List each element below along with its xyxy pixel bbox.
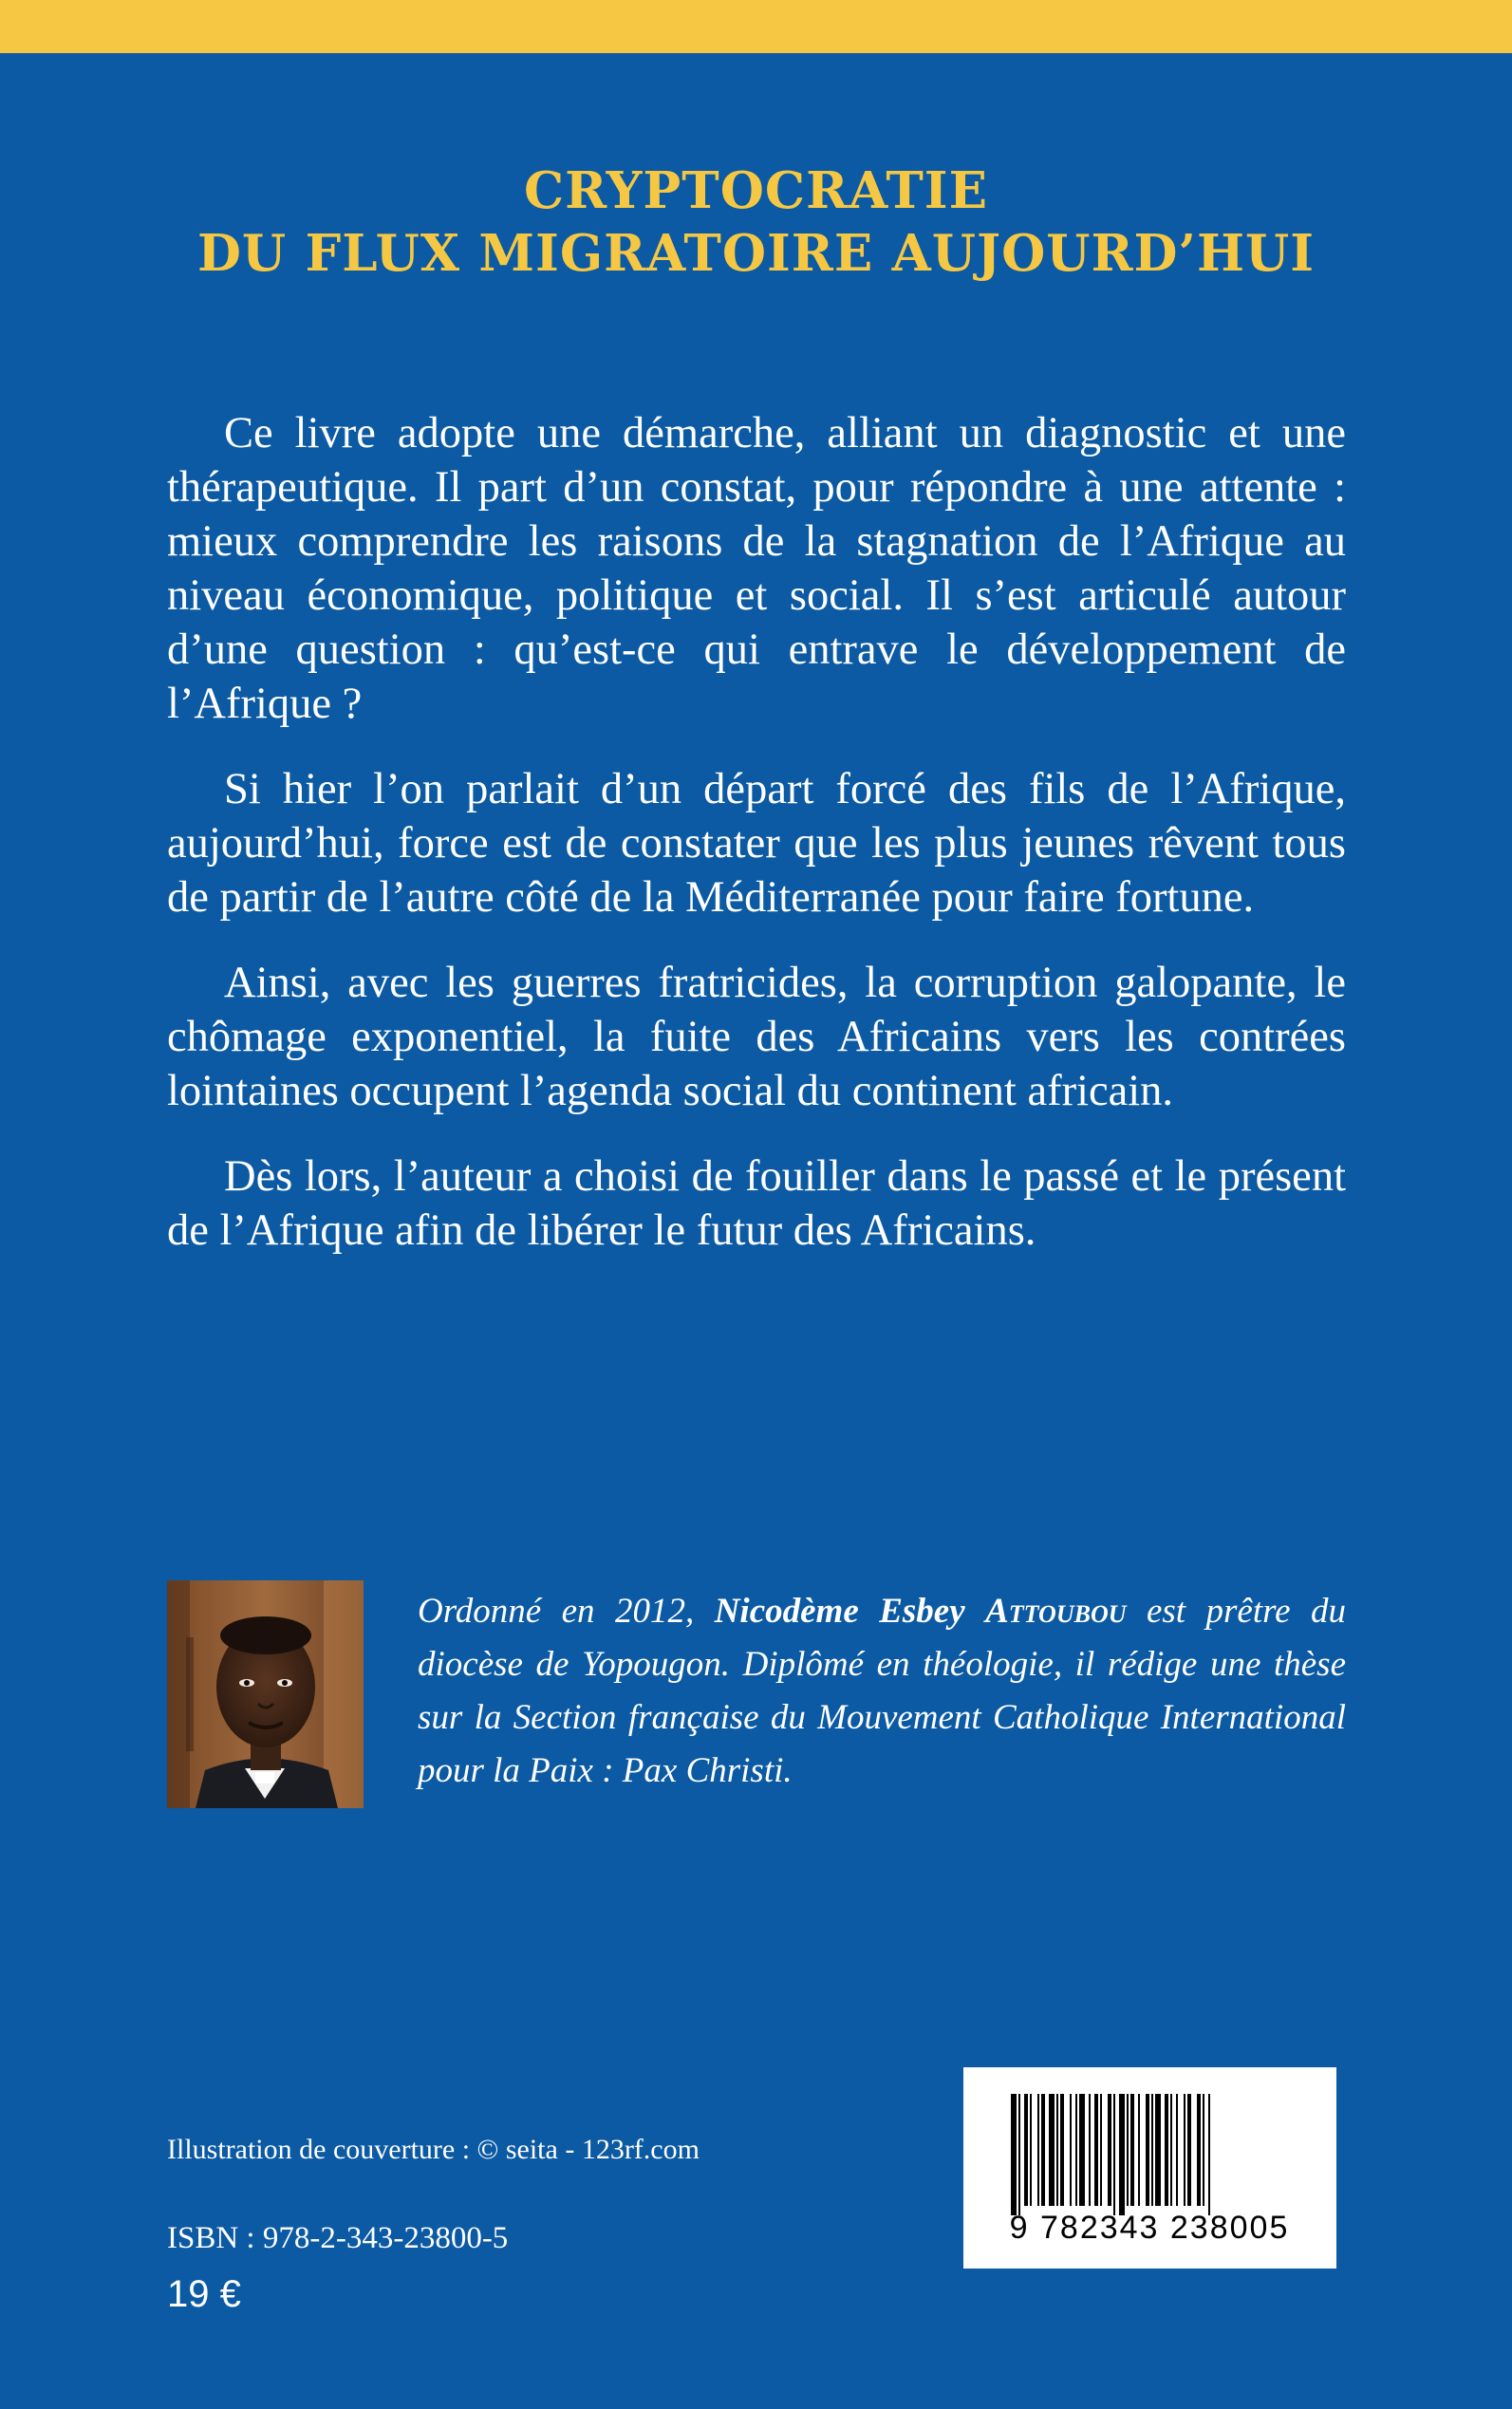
book-title: [0, 159, 1512, 285]
author-bio: [418, 1585, 1346, 1798]
cover-credit: Illustration de couverture : © seita - 123rf.com: [167, 2134, 700, 2165]
barcode-bar: [1089, 2094, 1091, 2206]
barcode-digits: 9 782343 238005: [1009, 2210, 1290, 2246]
blurb-paragraph: Ainsi, avec les guerres fratricides, la corruption galopante, le chômage exponentiel, la fuite des Africains vers les contrées lointaines occupent l’agenda social du continent africain.: [167, 959, 1346, 1115]
title-line-2: DU FLUX MIGRATOIRE AUJOURD’HUI: [196, 224, 1316, 283]
barcode-bar: [1187, 2094, 1191, 2206]
title-line-1: CRYPTOCRATIE: [524, 161, 988, 220]
barcode-bar: [1170, 2094, 1172, 2206]
top-color-band: [0, 0, 1512, 53]
barcode-bar: [1070, 2094, 1072, 2206]
blurb-paragraph: Dès lors, l’auteur a choisi de fouiller dans le passé et le présent de l’Afrique afin de libérer le futur des Africains.: [167, 1152, 1346, 1255]
barcode-bar: [1079, 2094, 1085, 2206]
blurb-paragraph: Ce livre adopte une démarche, alliant un diagnostic et une thérapeutique. Il part d’un constat, pour répondre à une attente : mieux comprendre les raisons de la stagnation de l’Afrique au niveau économique, politique et social. Il s’est articulé autour d’une question : qu’est-ce qui entrave le développement de l’Afrique ?: [167, 409, 1346, 728]
barcode-bar: [1075, 2094, 1077, 2206]
barcode-bar: [1100, 2094, 1102, 2206]
blurb: [167, 406, 1346, 1289]
barcode-bar: [1056, 2094, 1058, 2206]
price: 19 €: [167, 2273, 241, 2315]
barcode: [963, 2067, 1336, 2269]
barcode-bar: [1024, 2094, 1028, 2206]
barcode-bar: [1037, 2094, 1039, 2206]
barcode-bar: [1155, 2094, 1161, 2206]
barcode-bar: [1130, 2094, 1134, 2206]
barcode-bar: [1030, 2094, 1032, 2206]
barcode-bar: [1151, 2094, 1153, 2206]
barcode-bar: [1184, 2094, 1185, 2206]
author-photo: [167, 1580, 364, 1808]
barcode-bar: [1208, 2094, 1210, 2215]
barcode-bar: [1176, 2094, 1178, 2206]
barcode-bar: [1127, 2094, 1129, 2206]
barcode-bar: [1113, 2094, 1115, 2215]
barcode-bar: [1138, 2094, 1140, 2206]
bio-intro: Ordonné en 2012,: [418, 1592, 715, 1631]
bio-author-surname: Attoubou: [985, 1592, 1127, 1631]
barcode-bar: [1146, 2094, 1149, 2206]
barcode-bar: [1165, 2094, 1168, 2206]
barcode-bar: [1197, 2094, 1201, 2206]
bio-author-name: Nicodème Esbey: [714, 1592, 986, 1631]
barcode-bar: [1049, 2094, 1055, 2206]
blurb-paragraph: Si hier l’on parlait d’un départ forcé des fils de l’Afrique, aujourd’hui, force est de constater que les plus jeunes rêvent tous de partir de l’autre côté de la Méditerranée pour faire fortune.: [167, 765, 1346, 922]
barcode-bar: [1108, 2094, 1111, 2206]
barcode-bar: [1060, 2094, 1064, 2206]
barcode-bar: [1119, 2094, 1125, 2215]
barcode-bar: [1018, 2094, 1020, 2215]
barcode-bar: [1094, 2094, 1098, 2206]
barcode-bar: [1203, 2094, 1204, 2206]
barcode-bar: [1011, 2094, 1017, 2215]
bio-rest: est prêtre du diocèse de Yopougon. Diplômé en théologie, il rédige une thèse sur la Section française du Mouvement Catholique International pour la Paix : Pax Christi.: [418, 1592, 1346, 1790]
isbn: ISBN : 978-2-343-23800-5: [167, 2221, 509, 2255]
barcode-bar: [1041, 2094, 1045, 2206]
barcode-graphic: [963, 2067, 1336, 2269]
